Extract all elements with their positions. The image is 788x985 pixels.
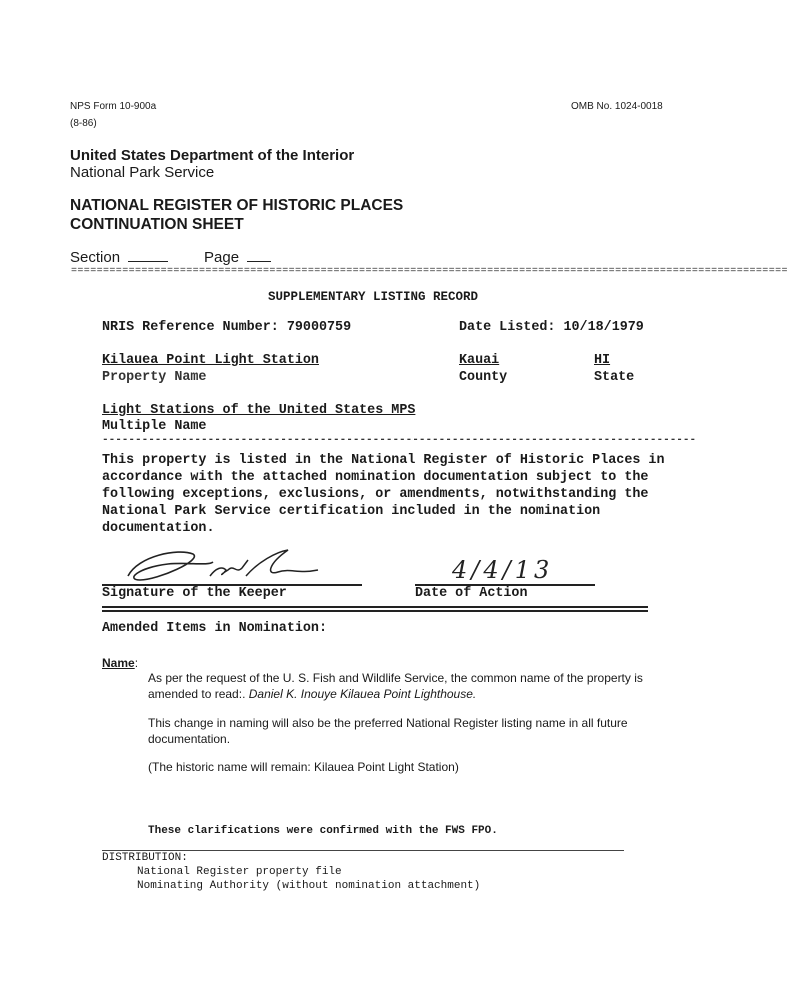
page-field [204, 249, 271, 266]
nris-label: NRIS Reference Number: [102, 320, 279, 335]
form-number: NPS Form 10-900a [70, 101, 157, 112]
amendment-paragraph-2: This change in naming will also be the preferred National Register listing name in all future documentation. [148, 716, 628, 746]
nris-reference [102, 320, 351, 335]
date-listed-value: 10/18/1979 [563, 320, 644, 335]
multiple-name-label: Multiple Name [102, 419, 207, 434]
county-label: County [459, 370, 508, 385]
double-rule-top [102, 606, 648, 608]
page-label: Page [204, 249, 240, 266]
distribution-item: National Register property file [137, 866, 342, 878]
state-value: HI [594, 353, 611, 368]
service-name: National Park Service [70, 164, 215, 181]
property-name: Kilauea Point Light Station [102, 353, 319, 368]
omb-number: OMB No. 1024-0018 [571, 101, 663, 112]
date-of-action-label: Date of Action [415, 586, 528, 601]
name-field-label [102, 656, 138, 670]
property-name-label: Property Name [102, 370, 207, 385]
distribution-heading: DISTRIBUTION: [102, 852, 188, 864]
nris-value: 79000759 [286, 320, 352, 335]
amendment-paragraph-3: (The historic name will remain: Kilauea Point Light Station) [148, 760, 459, 774]
distribution-rule [102, 850, 624, 851]
distribution-item: Nominating Authority (without nomination attachment) [137, 880, 481, 892]
double-rule-bottom [102, 610, 648, 612]
top-double-rule: ================================================================================================================ [71, 266, 788, 277]
amended-heading: Amended Items in Nomination: [102, 621, 327, 636]
form-subtitle: CONTINUATION SHEET [70, 216, 244, 233]
page-blank [247, 249, 271, 262]
name-label: Name [102, 656, 135, 670]
confirmation-note: These clarifications were confirmed with the FWS FPO. [148, 825, 498, 837]
record-heading: SUPPLEMENTARY LISTING RECORD [268, 290, 479, 304]
form-title: NATIONAL REGISTER OF HISTORIC PLACES [70, 197, 404, 214]
section-field [70, 249, 168, 266]
form-date: (8-86) [70, 118, 97, 129]
new-property-name: Daniel K. Inouye Kilauea Point Lighthouse. [248, 687, 477, 701]
state-label: State [594, 370, 635, 385]
listing-statement: This property is listed in the National Register of Historic Places in accordance with the attached nomination documentation subject to the following exceptions, exclusions, or amendments, notwithstanding the National Park Service certification included in the nomination documentation. [102, 453, 665, 536]
section-blank [128, 249, 168, 262]
amendment-paragraph-1 [148, 670, 693, 702]
department-name: United States Department of the Interior [70, 147, 355, 164]
para1-text: As per the request of the U. S. Fish and Wildlife Service, the common name of the property is amended to read:. [148, 671, 643, 701]
multiple-name: Light Stations of the United States MPS [102, 403, 416, 418]
county-value: Kauai [459, 353, 500, 368]
date-of-action-value: 4/4/13 [452, 556, 554, 584]
section-label: Section [70, 249, 121, 266]
keeper-signature-icon [118, 546, 328, 588]
date-listed-label: Date Listed: [459, 320, 556, 335]
dashed-rule: ------------------------------------------------------------------------------------------ [102, 434, 697, 446]
signature-label: Signature of the Keeper [102, 586, 287, 601]
date-listed [459, 320, 644, 335]
name-colon: : [134, 656, 139, 670]
